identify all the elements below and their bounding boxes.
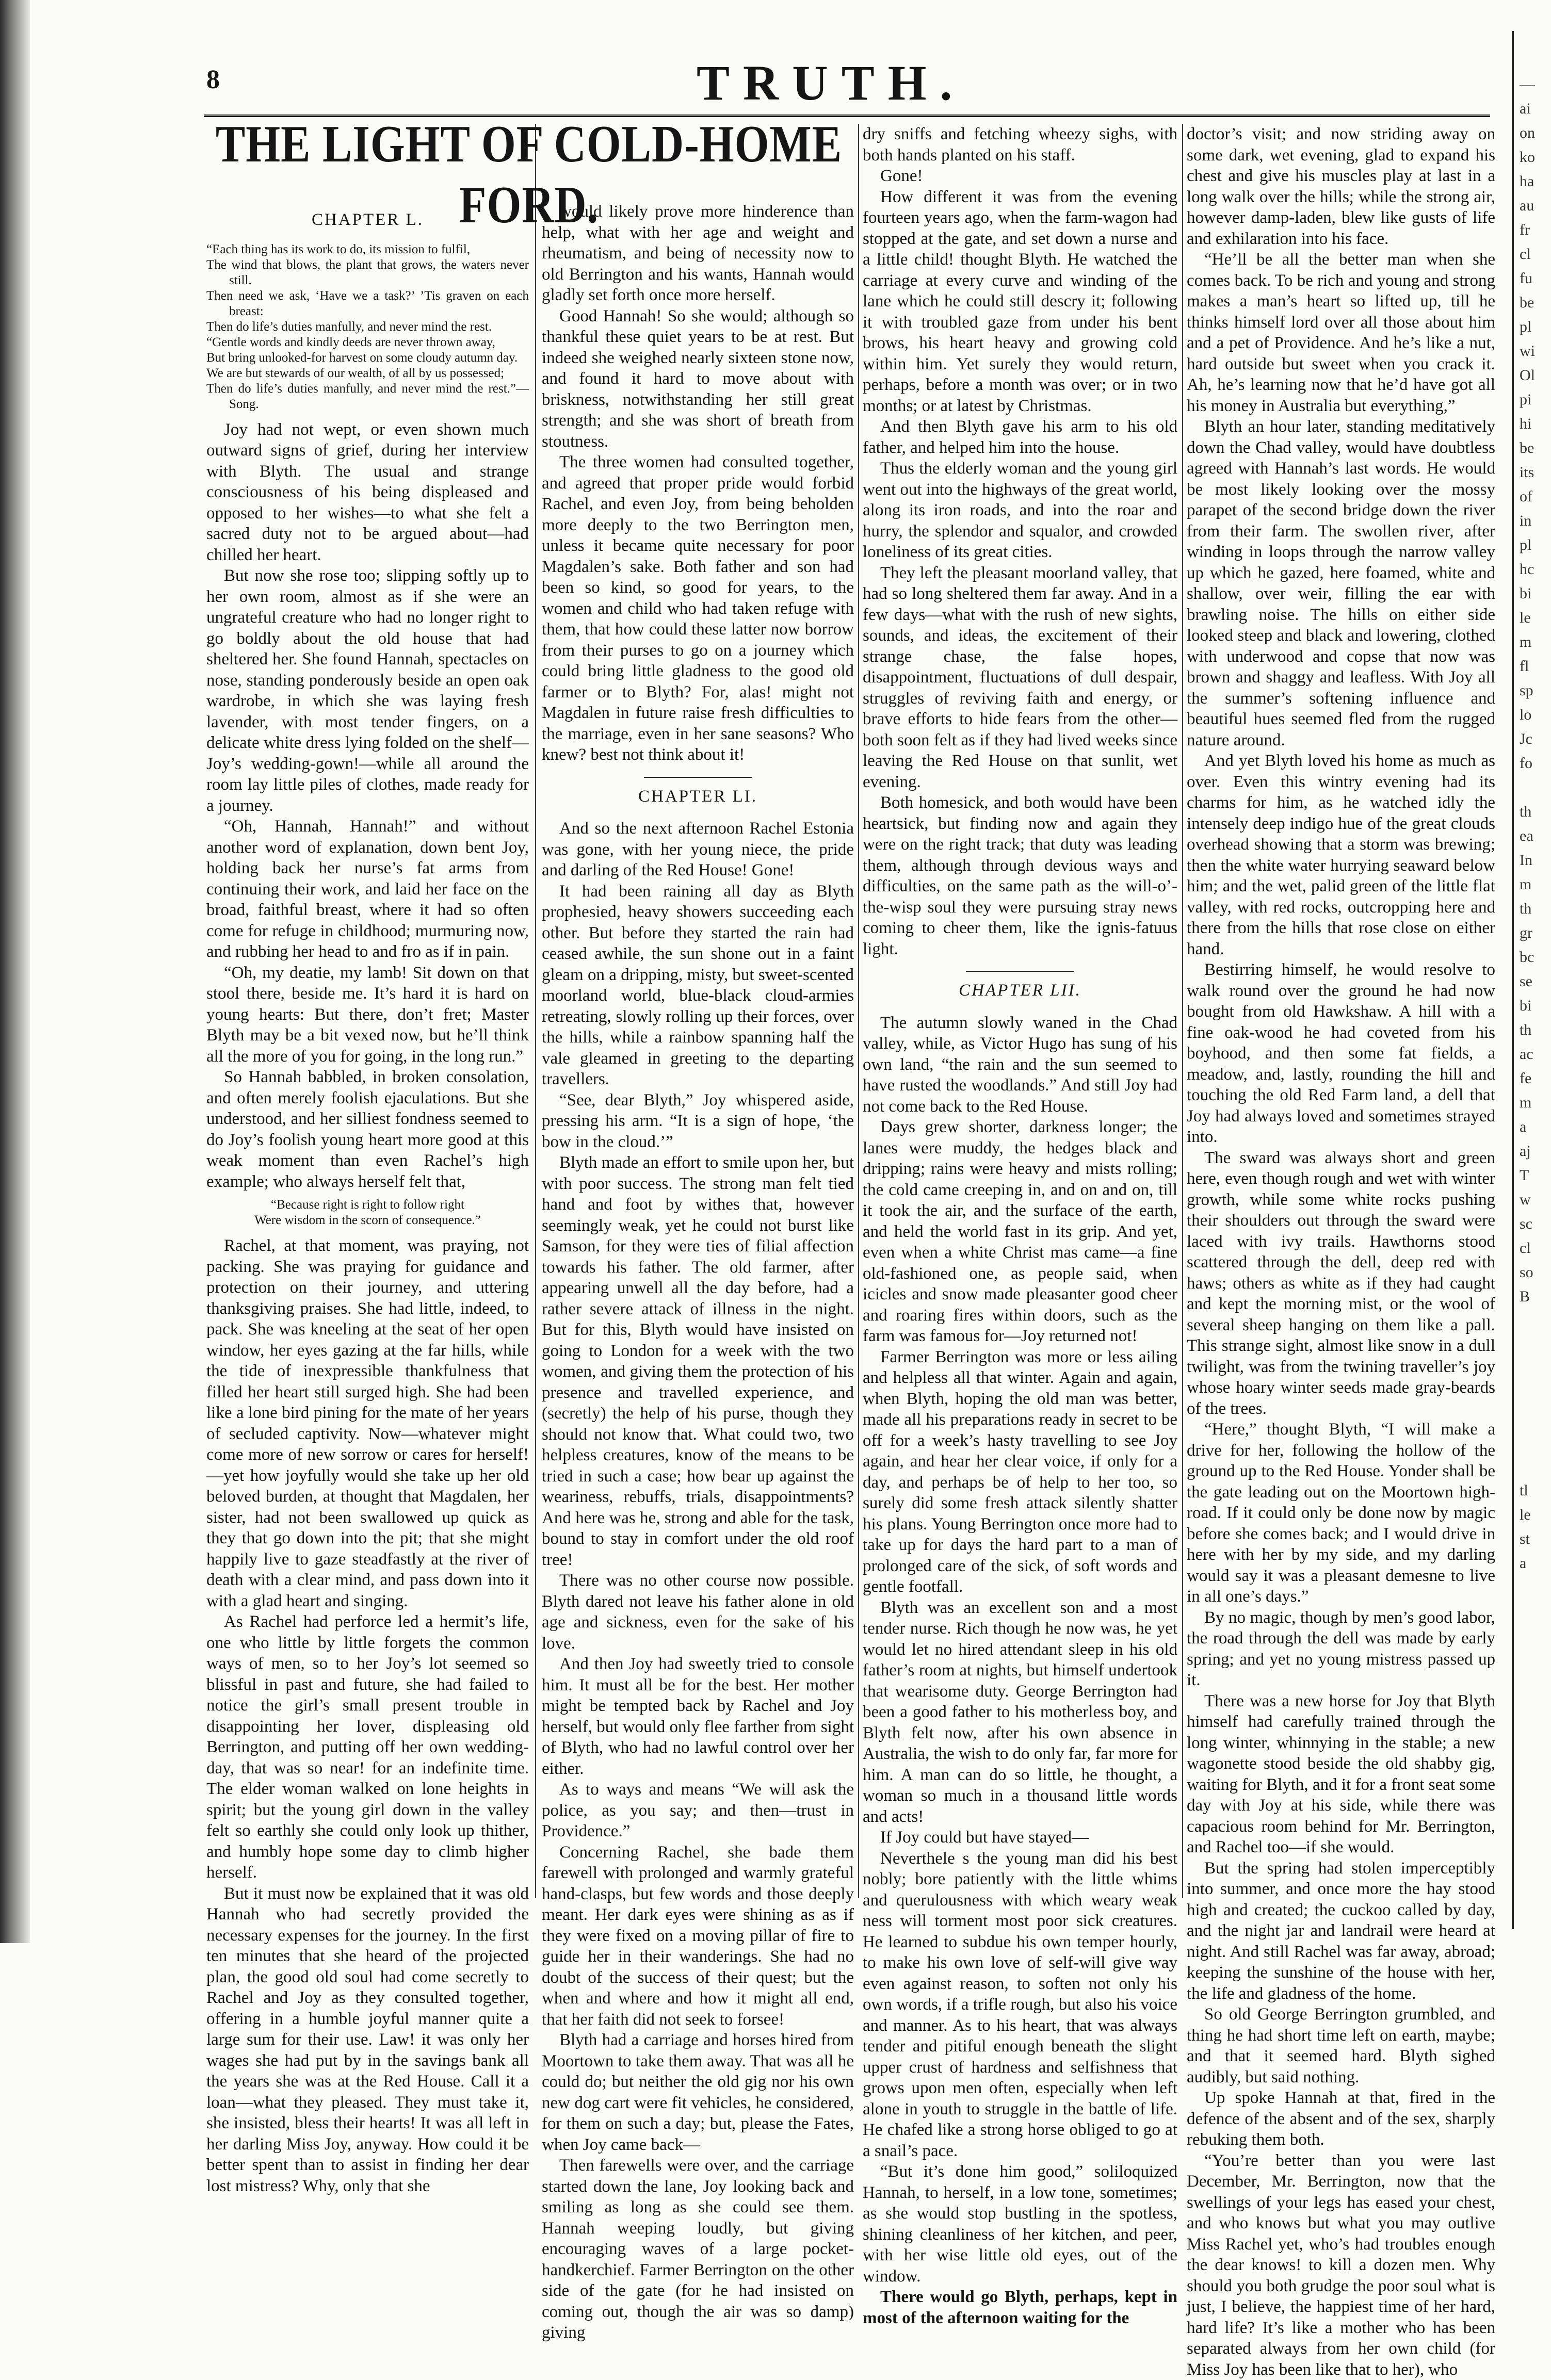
bleed-fragment: wi — [1520, 339, 1549, 363]
epigraph-line: But bring unlooked-for harvest on some cloudy autumn day. — [206, 350, 529, 366]
bleed-fragment: le — [1520, 1503, 1549, 1527]
story-title: THE LIGHT OF COLD-HOME FORD. — [206, 113, 851, 235]
bleed-fragment: fl — [1520, 654, 1549, 678]
paragraph: There was no other course now possible. Blyth dared not leave his father alone in old age and sickness, even for the sake of his love. — [542, 1570, 854, 1654]
quote-line: Were wisdom in the scorn of consequence.” — [206, 1213, 529, 1228]
article-column-4 — [1187, 124, 1495, 1901]
paragraph: Blyth an hour later, standing meditatively down the Chad valley, would have doubtless agreed with Hannah’s last words. He would be most likely looking over the mossy parapet of the second bridge down the river from their farm. The swollen river, after winding in loops through the narrow valley up which he gazed, here foamed, white and shallow, over weir, filling the ear with brawling noise. The hills on either side looked steep and black and lowering, clothed with underwood and copse that now was brown and shaggy and leafless. With Joy all the summer’s softening influence and beautiful hues seemed fled from the rugged nature around. — [1187, 416, 1495, 751]
paragraph: As to ways and means “We will ask the police, as you say; and then—trust in Providence.” — [542, 1779, 854, 1842]
bleed-fragment — [1520, 1745, 1549, 1769]
paragraph: Then farewells were over, and the carriage started down the lane, Joy looking back and smiling as long as she could see them. Hannah weeping loudly, but giving encouraging waves of a large pocket-handkerchief. Farmer Berrington on the other side of the gate (for he had insisted on coming out, though the air was so damp) giving — [542, 2155, 854, 2343]
bleed-fragment: bc — [1520, 945, 1549, 969]
bleed-fragment: on — [1520, 121, 1549, 145]
epigraph-line: “Gentle words and kindly deeds are never thrown away, — [206, 335, 529, 350]
bleed-fragment: bi — [1520, 993, 1549, 1018]
paragraph: As Rachel had perforce led a hermit’s life, one who little by little forgets the common ways of men, so to her Joy’s lot seemed so blissful in past and future, she had failed to notice the girl’s small present trouble in disappointing her lover, displeasing old Berrington, and putting off her own wedding-day, that was so near! for an indefinite time. The elder woman walked on lone heights in spirit; but the young girl down in the valley felt so earthly she could only look up thither, and humbly hope some day to climb higher herself. — [206, 1611, 529, 1883]
bleed-fragment: fu — [1520, 266, 1549, 290]
paragraph: They left the pleasant moorland valley, that had so long sheltered them far away. And in a few days—what with the rush of new sights, sounds, and ideas, the excitement of their strange chase, the false hopes, disappointment, fluctuations of dull despair, struggles of reviving faith and energy, or brave efforts to hide fears from the other—both soon felt as if they had lived weeks since leaving the Red House on that sunlit, wet evening. — [863, 563, 1177, 793]
bleed-fragment: au — [1520, 193, 1549, 218]
bleed-fragment: pl — [1520, 533, 1549, 557]
paragraph: dry sniffs and fetching wheezy sighs, with both hands planted on his staff. — [863, 124, 1177, 166]
chapter-heading: CHAPTER L. — [206, 209, 529, 231]
chapter-heading: CHAPTER LII. — [863, 980, 1177, 1001]
paragraph: How different it was from the evening fourteen years ago, when the farm-wagon had stopped at the gate, and set down a nurse and a little child! thought Blyth. He watched the carriage at every curve and winding of the lane which he could still descry it; following it with troubled gaze from under his bent brows, his heart heavy and growing cold within him. Yet surely they would return, perhaps, before a month was over; or in two months; or at latest by Christmas. — [863, 187, 1177, 417]
bleed-fragment: th — [1520, 800, 1549, 824]
paragraph: The sward was always short and green here, even though rough and wet with winter growth, while some white rocks pushing their shoulders out through the sward were laced with ivy trails. Hawthorns stood scattered through the dell, deep red with haws; others as white as if they had caught and kept the morning mist, or the wool of several sheep hanging on them like a pall. This strange sight, almost like snow in a dull twilight, was from the twining traveller’s joy whose hoary winter seeds made gray-beards of the trees. — [1187, 1148, 1495, 1420]
paragraph: “Here,” thought Blyth, “I will make a drive for her, following the hollow of the ground up to the Red House. Yonder shall be the gate leading out on the Moortown high-road. If it could only be done now by magic before she comes back; and I would drive in here with her by my side, and my darling would say it was a pleasant demesne to live in all one’s days.” — [1187, 1419, 1495, 1607]
page-number: 8 — [206, 64, 220, 95]
paragraph: Rachel, at that moment, was praying, not packing. She was praying for guidance and protection on their journey, and uttering thanksgiving praises. She had little, indeed, to pack. She was kneeling at the seat of her open window, her eyes gazing at the far hills, while the tide of inexpressible thankfulness that filled her heart still surged high. She had been like a lone bird pining for the mate of her years of secluded captivity. Now—whatever might come more of new sorrow or cares for herself!—yet how joyfully would she take up her old beloved burden, at thought that Magdalen, her sister, had not been swallowed up quick as they that go down into the pit; that she might happily live to gaze steadfastly at the river of death with a clear mind, and pass down into it with a glad heart and singing. — [206, 1235, 529, 1611]
bleed-fragment: fr — [1520, 218, 1549, 242]
bleed-fragment: th — [1520, 1018, 1549, 1042]
bleed-fragment: fo — [1520, 751, 1549, 775]
paragraph: Concerning Rachel, she bade them farewell with prolonged and warmly grateful hand-clasps, but few words and those deeply meant. Her dark eyes were shining as as if they were fixed on a moving pillar of fire to guide her in their wanderings. She had no doubt of the success of their quest; but the when and where and how it might all end, that her faith did not seek to forsee! — [542, 1842, 854, 2030]
paragraph: So Hannah babbled, in broken consolation, and often merely foolish ejaculations. But she understood, and her silliest fondness seemed to do Joy’s foolish young heart more good at this weak moment than even Rachel’s high example; who always herself felt that, — [206, 1067, 529, 1192]
bleed-fragment: be — [1520, 436, 1549, 460]
paragraph: doctor’s visit; and now striding away on some dark, wet evening, glad to expand his chest and give his muscles play at last in a long walk over the hills; while the strong air, however damp-laden, blew like gusts of life and exhilaration into his face. — [1187, 124, 1495, 249]
epigraph-line: “Each thing has its work to do, its mission to fulfil, — [206, 242, 529, 257]
paragraph: And then Blyth gave his arm to his old father, and helped him into the house. — [863, 416, 1177, 458]
paragraph: Thus the elderly woman and the young girl went out into the highways of the great world, along its iron roads, and into the roar and hurry, the splendor and squalor, and crowded loneliness of its great cities. — [863, 458, 1177, 563]
bleed-fragment — [1520, 1648, 1549, 1672]
bleed-fragment: in — [1520, 509, 1549, 533]
section-rule — [966, 971, 1074, 972]
paragraph: So old George Berrington grumbled, and thing he had short time left on earth, maybe; and that it seemed hard. Blyth sighed audibly, but said nothing. — [1187, 2004, 1495, 2088]
bleed-fragment: m — [1520, 1090, 1549, 1115]
paragraph: Gone! — [863, 166, 1177, 187]
article-column-3 — [863, 124, 1177, 1901]
paragraph: But now she rose too; slipping softly up to her own room, almost as if she were an ungrateful creature who had no longer right to go boldly about the old house that had sheltered her. She found Hannah, spectacles on nose, standing ponderously beside an open oak wardrobe, in which she was laying fresh lavender, with most tender fingers, on a delicate white dress lying folded on the shelf—Joy’s wedding-gown!—while all around the room lay little piles of clothes, made ready for a journey. — [206, 565, 529, 816]
bleed-fragment — [1520, 1575, 1549, 1600]
bleed-fragment — [1520, 1333, 1549, 1357]
bleed-fragment: be — [1520, 290, 1549, 315]
bleed-fragment: ea — [1520, 824, 1549, 848]
bleed-fragment — [1520, 1454, 1549, 1478]
paragraph: “Oh, Hannah, Hannah!” and without another word of explanation, down bent Joy, holding back her nurse’s fat arms from continuing their work, and laid her face on the broad, faithful breast, where it had so often come for refuge in childhood; murmuring now, and rubbing her head to and fro as if in pain. — [206, 816, 529, 963]
epigraph-line: Then do life’s duties manfully, and never mind the rest.”—Song. — [206, 381, 529, 412]
bleed-fragment: sp — [1520, 678, 1549, 703]
bleed-fragment — [1520, 1600, 1549, 1624]
bleed-fragment: aj — [1520, 1139, 1549, 1163]
paragraph: Neverthele s the young man did his best nobly; bore patiently with the little whims and querulousness with which weary weak ness will torment most poor sick creatures. He learned to subdue his own temper hourly, to make his own love of self-will give way even against reason, to soften not only his own words, if a trifle rough, but also his voice and manner. As to his heart, that was always tender and pitiful enough beneath the slight upper crust of hardness and selfishness that grows upon men often, especially when left alone in youth to struggle in the battle of life. He chafed like a strong horse obliged to go at a snail’s pace. — [863, 1848, 1177, 2162]
paragraph: Good Hannah! So she would; although so thankful these quiet years to be at rest. But indeed she weighed nearly sixteen stone now, and found it hard to move about with briskness, notwithstanding her still great strength; and she was short of breath from stoutness. — [542, 306, 854, 452]
bleed-fragment — [1520, 1818, 1549, 1842]
bleed-fragment: hi — [1520, 412, 1549, 436]
bleed-fragment — [1520, 1672, 1549, 1697]
bleed-fragment: m — [1520, 630, 1549, 654]
bleed-fragment: hc — [1520, 557, 1549, 581]
epigraph-line: The wind that blows, the plant that grows, the waters never still. — [206, 257, 529, 288]
chapter-heading: CHAPTER LI. — [542, 786, 854, 807]
paragraph: But it must now be explained that it was old Hannah who had secretly provided the necessary expenses for the journey. In the first ten minutes that she heard of the projected plan, the good old soul had come secretly to Rachel and Joy as they consulted together, offering in a humble joyful manner quite a large sum for their use. Law! it was only her wages she had put by in the savings bank all the years she was at the Red House. Call it a loan—what they pleased. They must take it, she insisted, bless their hearts! It was all left in her darling Miss Joy, anyway. How could it be better spent than to assist in finding her dear lost mistress? Why, only that she — [206, 1883, 529, 2197]
bleed-fragment — [1520, 1697, 1549, 1721]
paragraph: It had been raining all day as Blyth prophesied, heavy showers succeeding each other. But before they started the rain had ceased awhile, the sun shone out in a faint gleam on a dripping, misty, but sweet-scented moorland world, blue-black cloud-armies retreating, slowly rolling up their forces, over the hills, while a rainbow spanning half the vale gleamed in greeting to the departing travellers. — [542, 881, 854, 1090]
bleed-fragment: tl — [1520, 1478, 1549, 1503]
bleed-fragment: pi — [1520, 387, 1549, 412]
paragraph: Bestirring himself, he would resolve to walk round over the ground he had now bought from old Hawkshaw. A hill with a fine oak-wood he had coveted from his boyhood, and then some fat fields, a meadow, and, lastly, rounding the hill and touching the old Red Farm land, a dell that Joy had always loved and sometimes strayed into. — [1187, 959, 1495, 1148]
bleed-fragment: w — [1520, 1187, 1549, 1212]
bleed-fragment: its — [1520, 460, 1549, 484]
bleed-fragment: so — [1520, 1260, 1549, 1284]
article-column-1 — [206, 124, 529, 1901]
paragraph: “You’re better than you were last December, Mr. Berrington, now that the swellings of your legs has eased your chest, and who knows but what you may outlive Miss Rachel yet, who’s had troubles enough the dear knows! to kill a dozen men. Why should you both grudge the poor soul what is just, I believe, the happiest time of her hard, hard life? It’s like a mother who has been separated always from her own child (for Miss Joy has been like that to her), who — [1187, 2150, 1495, 2380]
bleed-fragment: a — [1520, 1551, 1549, 1575]
paragraph: Blyth made an effort to smile upon her, but with poor success. The strong man felt tied hand and foot by withes that, however seemingly weak, yet he could not burst like Samson, for they were ties of filial affection towards his father. The old farmer, after appearing unwell all the day before, had a rather severe attack of illness in the night. But for this, Blyth would have insisted on going to London for a week with the two women, and giving them the protection of his presence and travelled experience, and (secretly) the help of his purse, though they should not know that. What could two, two helpless creatures, know of the means to be tried in such a case; how bear up against the weariness, rebuffs, trials, disappointments? And here was he, strong and able for the task, bound to stay in comfort under the old roof tree! — [542, 1152, 854, 1570]
bleed-fragment: In — [1520, 848, 1549, 872]
paragraph: Up spoke Hannah at that, fired in the defence of the absent and of the sex, sharply rebuking them both. — [1187, 2088, 1495, 2150]
bleed-fragment: a — [1520, 1115, 1549, 1139]
paragraph: And so the next afternoon Rachel Estonia was gone, with her young niece, the pride and darling of the Red House! Gone! — [542, 818, 854, 881]
bleed-fragment: se — [1520, 969, 1549, 993]
quote-line: “Because right is right to follow right — [206, 1197, 529, 1213]
bleed-fragment: ac — [1520, 1042, 1549, 1066]
epigraph-line: Then do life’s duties manfully, and never mind the rest. — [206, 319, 529, 335]
paragraph: Days grew shorter, darkness longer; the lanes were muddy, the hedges black and dripping; rains were heavy and mists rolling; the cold came creeping in, and on and on, till it took the air, and the surface of the earth, and held the world fast in its grip. And yet, even when a white Christ mas came—a fine old-fashioned one, as people said, when icicles and snow made pleasanter good cheer and roaring fires within doors, such as the farm was famous for—Joy returned not! — [863, 1117, 1177, 1347]
bleed-fragment: m — [1520, 872, 1549, 896]
bleed-fragment: B — [1520, 1284, 1549, 1309]
bleed-fragment — [1520, 1624, 1549, 1648]
masthead: TRUTH. — [697, 54, 965, 111]
page-edge-rule — [1512, 31, 1514, 1929]
paragraph: Joy had not wept, or even shown much outward signs of grief, during her interview with Blyth. The usual and strange consciousness of his being displeased and opposed to her wishes—to what she felt a sacred duty not to be argued about—had chilled her heart. — [206, 419, 529, 566]
paragraph: Farmer Berrington was more or less ailing and helpless all that winter. Again and again, when Blyth, hoping the old man was better, made all his preparations ready in secret to be off for a week’s hasty travelling to see Joy again, and hear her clear voice, if only for a day, and perhaps be of help to her too, so surely did some fresh attack silently shatter his plans. Young Berrington once more had to take up for days the hard part to a man of prolonged care of the sick, of soft words and gentle footfall. — [863, 1347, 1177, 1597]
bleed-fragment — [1520, 775, 1549, 800]
paragraph: “He’ll be all the better man when she comes back. To be rich and young and strong makes a man’s heart so lifted up, till he thinks himself lord over all those about him and a pet of Providence. And he’s like a nut, hard outside but sweet when you crack it. Ah, he’s learning now that he’d have got all his money in Australia but everything,” — [1187, 249, 1495, 416]
paragraph: And yet Blyth loved his home as much as over. Even this wintry evening had its charms for him, as he watched idly the intensely deep indigo hue of the great clouds overhead showing that a storm was brewing; then the white water hurrying seaward below him; and the wet, palid green of the little flat valley, with red rocks, outcropping here and there from the hills that rose close on either hand. — [1187, 751, 1495, 959]
paragraph: “See, dear Blyth,” Joy whispered aside, pressing his arm. “It is a sign of hope, ‘the bow in the cloud.’” — [542, 1090, 854, 1153]
bleed-fragment: Ol — [1520, 363, 1549, 387]
bleed-fragment: cl — [1520, 1236, 1549, 1260]
bleed-fragment — [1520, 1842, 1549, 1866]
bleed-fragment: ai — [1520, 96, 1549, 121]
bleed-fragment: st — [1520, 1527, 1549, 1551]
paragraph: By no magic, though by men’s good labor, the road through the dell was made by early spring; and yet no young mistress passed up it. — [1187, 1607, 1495, 1691]
column-divider — [858, 124, 859, 1898]
bleed-fragment: pl — [1520, 315, 1549, 339]
bleed-fragment: ha — [1520, 169, 1549, 193]
bleed-fragment: le — [1520, 606, 1549, 630]
paragraph: If Joy could but have stayed— — [863, 1827, 1177, 1848]
bleed-fragment: ko — [1520, 145, 1549, 169]
bleed-fragment: lo — [1520, 703, 1549, 727]
paragraph: Both homesick, and both would have been heartsick, but finding now and again they were on the right track; that duty was leading them, although through devious ways and difficulties, on the same path as the will-o’-the-wisp soul they were pursuing stray news coming to cheer them, like the ignis-fatuus light. — [863, 792, 1177, 959]
adjacent-page-bleed — [1520, 72, 1549, 1890]
paragraph: Blyth was an excellent son and a most tender nurse. Rich though he now was, he yet would let no hired attendant sleep in his old father’s room at nights, but himself undertook that wearisome duty. George Berrington had been a good father to his motherless boy, and Blyth felt now, after his own absence in Australia, the wish to do only far, far more for him. A man can do so little, he thought, a woman so much in a thousand little words and acts! — [863, 1597, 1177, 1828]
bleed-fragment: sc — [1520, 1212, 1549, 1236]
epigraph-line: We are but stewards of our wealth, of all by us possessed; — [206, 366, 529, 381]
section-rule — [644, 777, 752, 778]
bleed-fragment — [1520, 1794, 1549, 1818]
bleed-fragment: Jc — [1520, 727, 1549, 751]
paragraph: would likely prove more hinderence than help, what with her age and weight and rheumatism, and being of necessity now to old Berrington and his wants, Hannah would gladly set forth once more herself. — [542, 201, 854, 306]
bleed-fragment — [1520, 1406, 1549, 1430]
paragraph: The three women had consulted together, and agreed that proper pride would forbid Rachel, and even Joy, from being beholden more deeply to the two Berrington men, unless it became quite necessary for poor Magdalen’s sake. Both father and son had been so kind, so good for years, to the women and child who had taken refuge with them, that how could these latter now borrow from their purses to go on a journey which could bring little gladness to the good old farmer or to Blyth? For, alas! might not Magdalen in future raise fresh difficulties to the marriage, even in her sane seasons? Who knew? best not think about it! — [542, 452, 854, 765]
paragraph: Blyth had a carriage and horses hired from Moortown to take them away. That was all he could do; but neither the old gig nor his own new dog cart were fit vehicles, he considered, for them on such a day; but, please the Fates, when Joy came back— — [542, 2030, 854, 2155]
paragraph: There was a new horse for Joy that Blyth himself had carefully trained through the long winter, whinnying in the stable; a new wagonette stood beside the old shabby gig, waiting for Blyth, and it for a front seat some day with Joy at his side, while there was capacious room behind for Mr. Berrington, and Rachel too—if she would. — [1187, 1691, 1495, 1858]
paragraph: But the spring had stolen imperceptibly into summer, and once more the hay stood high and created; the cuckoo called by day, and the night jar and landrail were heard at night. And still Rachel was far away, abroad; keeping the sunshine of the house with her, the life and gladness of the home. — [1187, 1858, 1495, 2004]
scan-shadow-left — [0, 0, 30, 1943]
bleed-fragment — [1520, 1866, 1549, 1890]
bleed-fragment: of — [1520, 484, 1549, 509]
paragraph: The autumn slowly waned in the Chad valley, while, as Victor Hugo has sung of his own land, “the rain and the sun seemed to have rusted the woodlands.” And still Joy had not come back to the Red House. — [863, 1013, 1177, 1117]
bleed-fragment — [1520, 1769, 1549, 1794]
bleed-fragment: bi — [1520, 581, 1549, 606]
paragraph: There would go Blyth, perhaps, kept in most of the afternoon waiting for the — [863, 2287, 1177, 2328]
paragraph: “Oh, my deatie, my lamb! Sit down on that stool there, beside me. It’s hard it is hard on young hearts: But there, don’t fret; Master Blyth may be a bit vexed now, but he’ll think all the more of you for going, in the long run.” — [206, 963, 529, 1067]
bleed-fragment — [1520, 1309, 1549, 1333]
epigraph — [206, 242, 529, 412]
bleed-fragment: th — [1520, 896, 1549, 921]
bleed-fragment: — — [1520, 72, 1549, 96]
article-column-2 — [542, 124, 854, 1901]
paragraph: “But it’s done him good,” soliloquized Hannah, to herself, in a low tone, sometimes; as she would stop bustling in the spotless, shining cleanliness of her kitchen, and peer, with her wise little old eyes, out of the window. — [863, 2161, 1177, 2287]
bleed-fragment — [1520, 1430, 1549, 1454]
bleed-fragment: gr — [1520, 921, 1549, 945]
paragraph: And then Joy had sweetly tried to console him. It must all be for the best. Her mother might be tempted back by Rachel and Joy herself, but would only flee farther from sight of Blyth, who had no lawful control over her either. — [542, 1654, 854, 1779]
bleed-fragment: fe — [1520, 1066, 1549, 1090]
bleed-fragment — [1520, 1357, 1549, 1381]
column-divider — [535, 124, 536, 1898]
bleed-fragment — [1520, 1721, 1549, 1745]
bleed-fragment — [1520, 1381, 1549, 1406]
bleed-fragment: T — [1520, 1163, 1549, 1187]
inline-quote — [206, 1197, 529, 1228]
epigraph-line: Then need we ask, ‘Have we a task?’ ’Tis graven on each breast: — [206, 288, 529, 319]
bleed-fragment: cl — [1520, 242, 1549, 266]
column-divider — [1182, 124, 1183, 1898]
